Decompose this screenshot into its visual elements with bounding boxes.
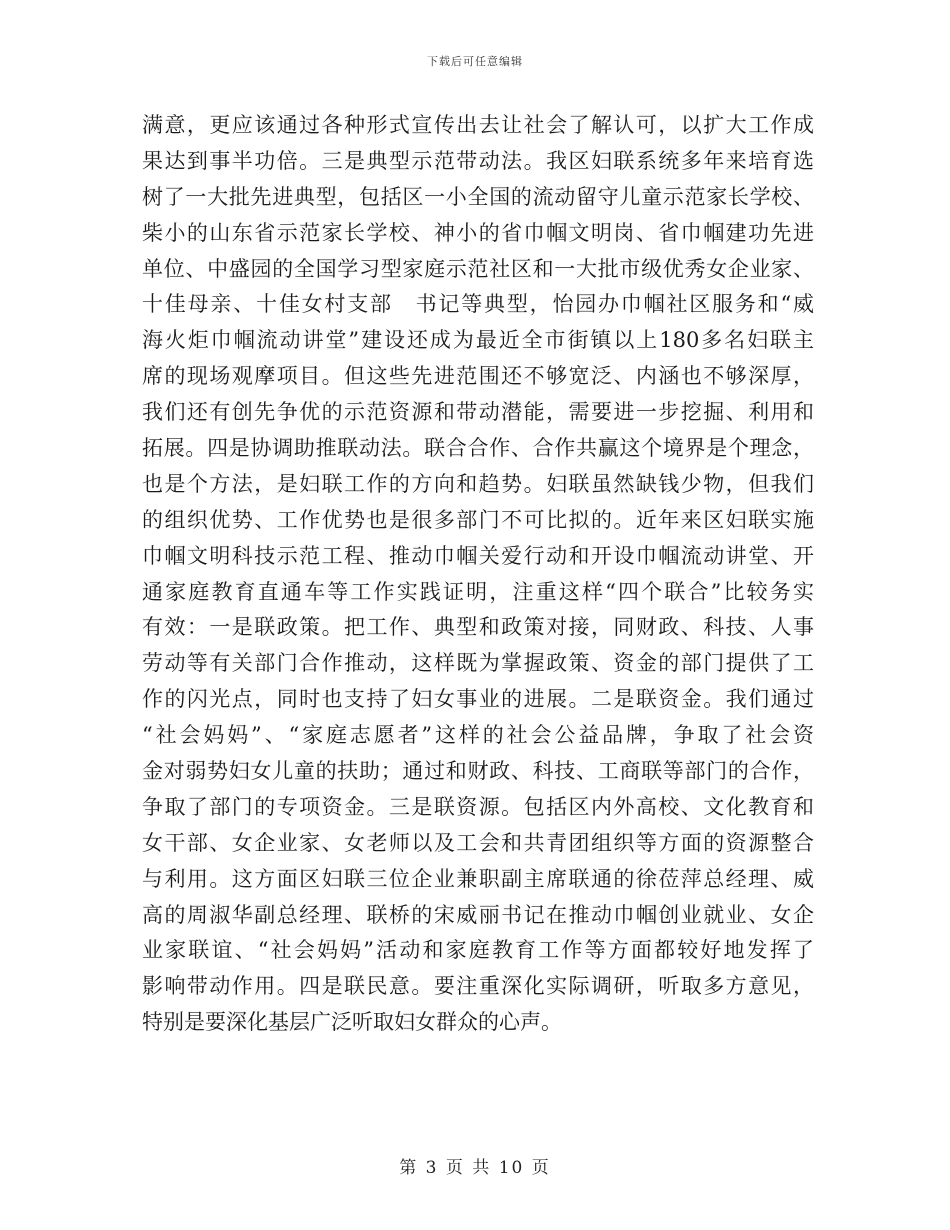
page-number-footer: 第 3 页 共 10 页 <box>399 1158 551 1178</box>
text-line: 影响带动作用。四是联民意。要注重深化实际调研，听取多方意见， <box>142 974 814 999</box>
text-line: 女干部、女企业家、女老师以及工会和共青团组织等方面的资源整合 <box>142 830 814 855</box>
text-line: 特别是要深化基层广泛听取妇女群众的心声。 <box>142 1010 562 1035</box>
text-line: 海火炬巾帼流动讲堂”建设还成为最近全市街镇以上180多名妇联主 <box>142 328 814 353</box>
text-line: 我们还有创先争优的示范资源和带动潜能，需要进一步挖掘、利用和 <box>142 400 814 425</box>
text-line: “社会妈妈”、“家庭志愿者”这样的社会公益品牌，争取了社会资 <box>142 723 814 748</box>
text-line: 树了一大批先进典型，包括区一小全国的流动留守儿童示范家长学校、 <box>142 184 814 209</box>
text-line: 席的现场观摩项目。但这些先进范围还不够宽泛、内涵也不够深厚， <box>142 364 814 389</box>
text-line: 金对弱势妇女儿童的扶助；通过和财政、科技、工商联等部门的合作， <box>142 759 814 784</box>
text-line: 通家庭教育直通车等工作实践证明，注重这样“四个联合”比较务实 <box>142 579 814 604</box>
text-line: 业家联谊、“社会妈妈”活动和家庭教育工作等方面都较好地发挥了 <box>142 938 814 963</box>
text-line: 拓展。四是协调助推联动法。联合合作、合作共赢这个境界是个理念， <box>142 436 814 461</box>
text-line: 果达到事半功倍。三是典型示范带动法。我区妇联系统多年来培育选 <box>142 148 814 173</box>
text-line: 与利用。这方面区妇联三位企业兼职副主席联通的徐莅萍总经理、威 <box>142 866 814 891</box>
document-body <box>142 108 814 1041</box>
text-line: 高的周淑华副总经理、联桥的宋威丽书记在推动巾帼创业就业、女企 <box>142 902 814 927</box>
text-line: 也是个方法，是妇联工作的方向和趋势。妇联虽然缺钱少物，但我们 <box>142 471 814 496</box>
text-line: 的组织优势、工作优势也是很多部门不可比拟的。近年来区妇联实施 <box>142 507 814 532</box>
text-line: 有效：一是联政策。把工作、典型和政策对接，同财政、科技、人事 <box>142 615 814 640</box>
text-line: 单位、中盛园的全国学习型家庭示范社区和一大批市级优秀女企业家、 <box>142 256 814 281</box>
text-line: 十佳母亲、十佳女村支部 书记等典型，怡园办巾帼社区服务和“威 <box>142 292 814 317</box>
text-line: 作的闪光点，同时也支持了妇女事业的进展。二是联资金。我们通过 <box>142 687 814 712</box>
text-line: 满意，更应该通过各种形式宣传出去让社会了解认可，以扩大工作成 <box>142 113 814 137</box>
text-line: 柴小的山东省示范家长学校、神小的省巾帼文明岗、省巾帼建功先进 <box>142 220 814 245</box>
text-line: 巾帼文明科技示范工程、推动巾帼关爱行动和开设巾帼流动讲堂、开 <box>142 543 814 568</box>
header-note: 下载后可任意编辑 <box>427 55 523 68</box>
text-line: 争取了部门的专项资金。三是联资源。包括区内外高校、文化教育和 <box>142 794 814 819</box>
text-line: 劳动等有关部门合作推动，这样既为掌握政策、资金的部门提供了工 <box>142 651 814 676</box>
